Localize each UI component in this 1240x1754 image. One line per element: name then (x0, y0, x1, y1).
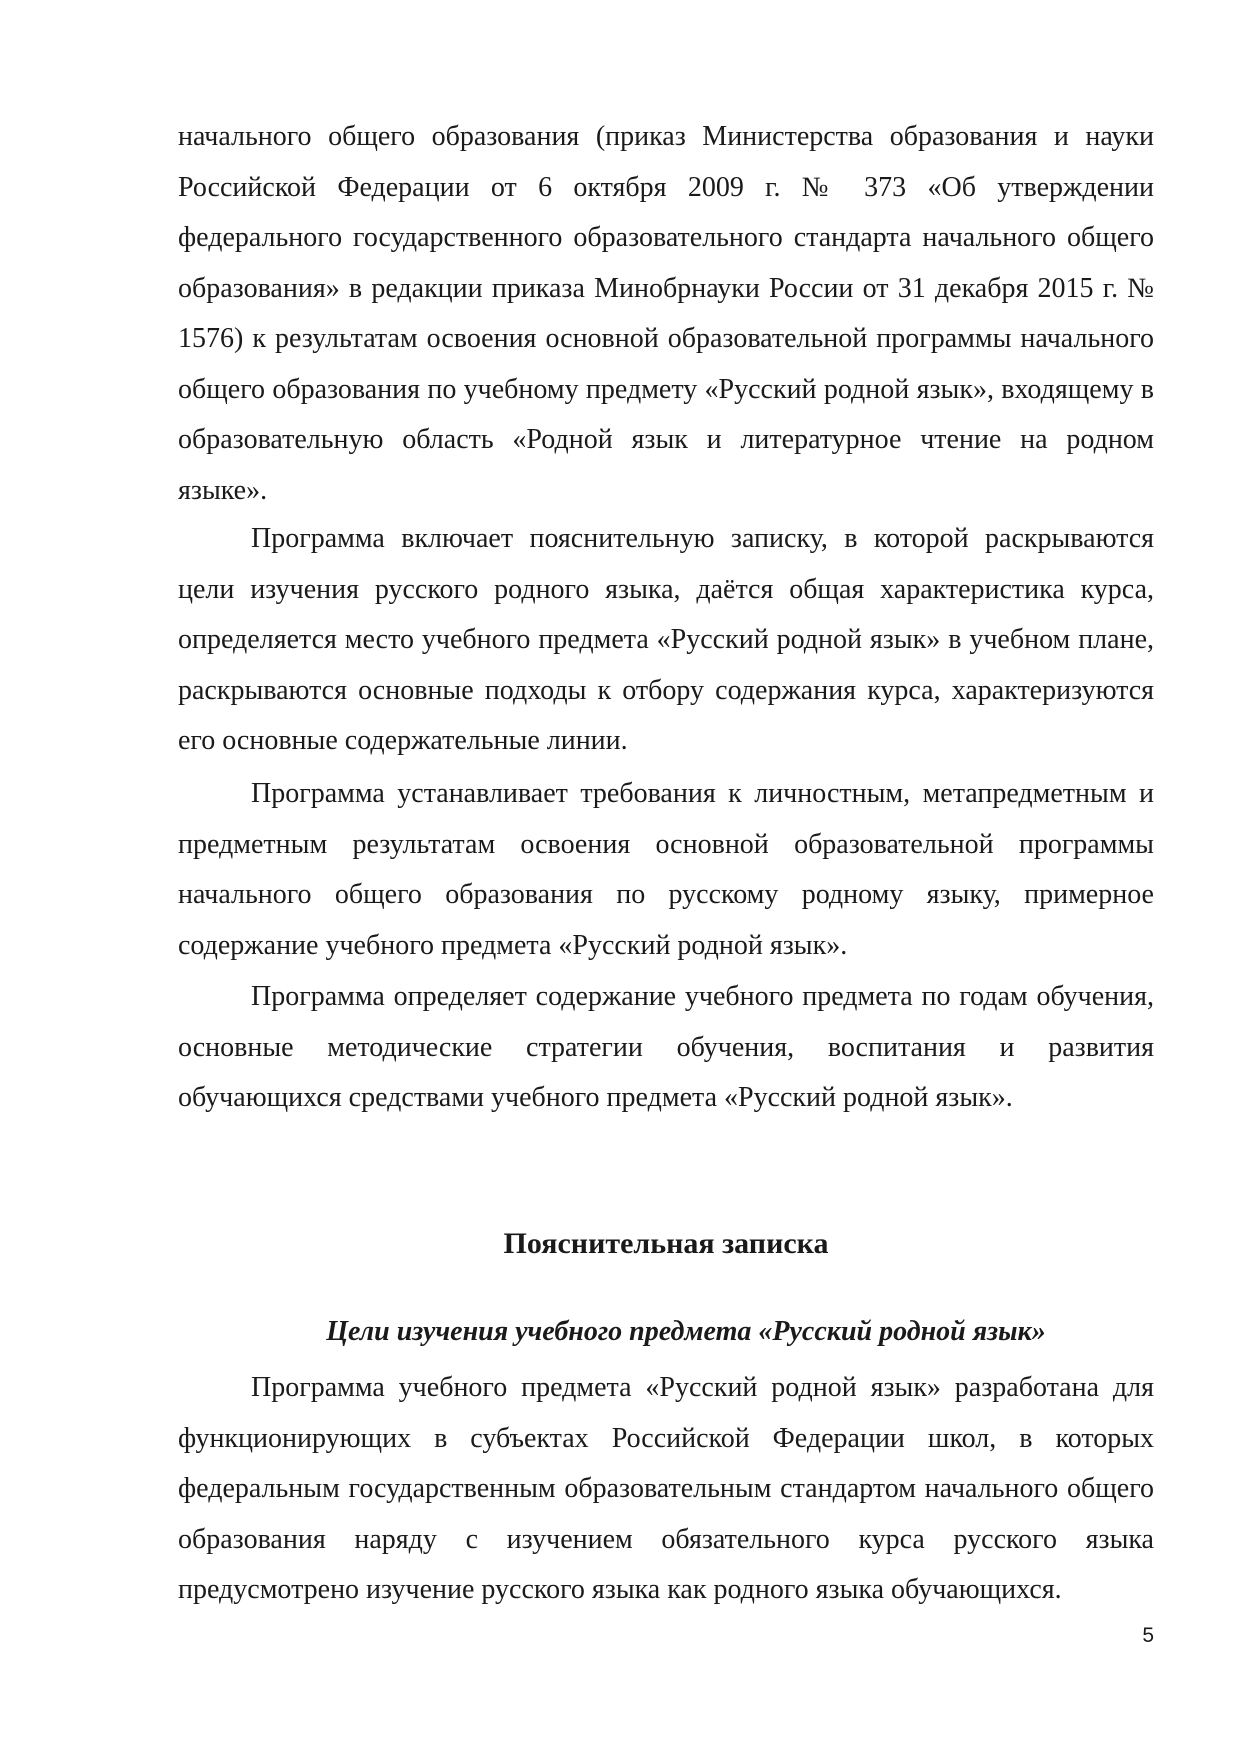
paragraph-text: Программа определяет содержание учебного предмета по годам обучения, основные методические стратегии обучения, воспитания и развития обучающихся средствами учебного предмета «Русский родной язык». (178, 981, 1154, 1113)
paragraph-text: Программа учебного предмета «Русский родной язык» разработана для функционирующих в субъектах Российской Федерации школ, в которых федеральным государственным образовательным стандартом начального общего образования наряду с изучением обязательного курса русского языка предусмотрено изучение русского языка как родного языка обучающихся. (178, 1372, 1154, 1605)
paragraph-program-requirements (178, 769, 1154, 971)
paragraph-program-structure (178, 514, 1154, 767)
paragraph-text: Программа устанавливает требования к личностным, метапредметным и предметным результатам освоения основной образовательной программы начального общего образования по русскому родному языку, примерное содержание учебного предмета «Русский родной язык». (178, 778, 1154, 961)
paragraph-program-purpose (178, 1363, 1154, 1616)
paragraph-continuation (178, 112, 1154, 516)
page-number: 5 (1142, 1624, 1154, 1647)
paragraph-text: Программа включает пояснительную записку, в которой раскрываются цели изучения русского родного языка, даётся общая характеристика курса, определяется место учебного предмета «Русский родной язык» в учебном плане, раскрываются основные подходы к отбору содержания курса, характеризуются его основные содержательные линии. (178, 523, 1154, 756)
section-heading: Пояснительная записка (503, 1227, 829, 1260)
paragraph-program-content (178, 972, 1154, 1124)
paragraph-text: начального общего образования (приказ Министерства образования и науки Российской Федерации от 6 октября 2009 г. № 373 «Об утверждении федерального государственного образовательного стандарта начального общего образования» в редакции приказа Минобрнауки России от 31 декабря 2015 г. № 1576) к результатам освоения основной образовательной программы начального общего образования по учебному предмету «Русский родной язык», входящему в образовательную область «Родной язык и литературное чтение на родном языке». (178, 121, 1154, 506)
subsection-heading: Цели изучения учебного предмета «Русский родной язык» (326, 1316, 1046, 1347)
